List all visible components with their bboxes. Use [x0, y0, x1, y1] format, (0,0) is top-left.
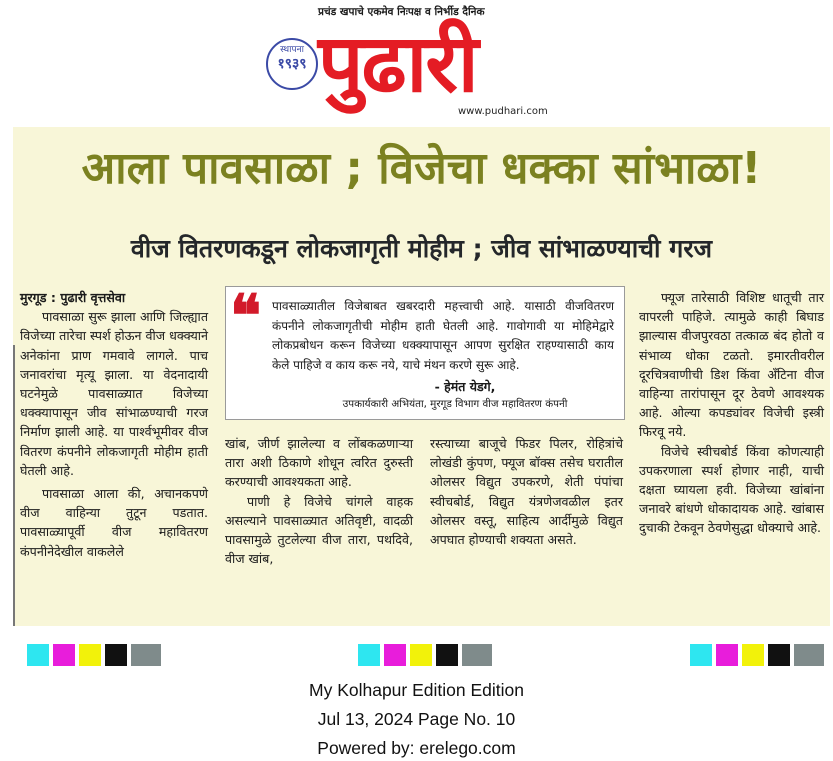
establishment-seal [266, 38, 318, 90]
article-paragraph: पावसाळा सुरू झाला आणि जिल्ह्यात विजेच्या तारेचा स्पर्श होऊन वीज धक्क्याने अनेकांना प्राण गमवावे लागले. पाच जनावरांचा मृत्यू झाला. या वेदनादायी घटनेमुळे पावसाळ्यात विजेच्या धक्क्यापासून जीव सांभाळण्याची गरज निर्माण झाली आहे. या पार्श्वभूमीवर वीज वितरण कंपनीने लोकजागृती मोहीम हाती घेतली आहे. [20, 309, 208, 478]
article-paragraph: फ्यूज तारेसाठी विशिष्ट धातूची तार वापरली पाहिजे. त्यामुळे काही बिघाड झाल्यास वीजपुरवठा तत्काळ बंद होतो व संभाव्य धोका टळतो. इमारतीवरील दूरचित्रवाणीची डिश किंवा अँटिना वीज वाहिन्या तारांपासून दूर ठेवणे आवश्यक आहे. ओल्या कपड्यांवर विजेची इस्त्री फिरवू नये. [639, 290, 824, 440]
website-link[interactable]: www.pudhari.com [458, 106, 548, 117]
article-paragraph: खांब, जीर्ण झालेल्या व लोंबकळणाऱ्या तारा अशी ठिकाणे शोधून त्वरित दुरुस्ती करण्याची आवश्यकता आहे. [225, 436, 413, 490]
quote-text: पावसाळ्यातील विजेबाबत खबरदारी महत्त्वाची आहे. यासाठी वीजवितरण कंपनीने लोकजागृतीची मोहीम हाती घेतली आहे. गावोगावी या मोहिमेद्वारे लोकप्रबोधन करून विजेच्या धक्क्यापासून आपण सुरक्षित राहण्यासाठी काय केले पाहिजे व काय करू नये, याचे मंथन करणे सुरू आहे. [272, 299, 614, 372]
registration-swatch [27, 644, 49, 666]
registration-swatch [768, 644, 790, 666]
article-paragraph: रस्त्याच्या बाजूचे फिडर पिलर, रोहित्रांचे लोखंडी कुंपण, फ्यूज बॉक्स तसेच घरातील ओलसर विद्युत उपकरणे, शेती पंपांचा स्वीचबोर्ड, विद्युत यंत्रणेजवळील इतर ओलसर वस्तू, साहित्य आर्दीमुळे विद्युत अपघात होण्याची शक्यता असते. [430, 436, 623, 548]
registration-swatch [53, 644, 75, 666]
seal-label: स्थापना [280, 45, 304, 55]
registration-swatch [384, 644, 406, 666]
quote-mark-icon: ❝ [230, 282, 262, 350]
pull-quote-box [225, 282, 625, 420]
article-subheadline: वीज वितरणकडून लोकजागृती मोहीम ; जीव सांभाळण्याची गरज [130, 234, 713, 263]
newspaper-logo: पुढारी [318, 17, 477, 110]
article-headline: आला पावसाळा ; विजेचा धक्का सांभाळा! [81, 143, 762, 194]
article-paragraph: विजेचे स्वीचबोर्ड किंवा कोणत्याही उपकरणाला स्पर्श होणार नाही, याची दक्षता घ्यायला हवी. विजेच्या खांबांना जनावरे बांधणे धोकादायक आहे. खांबास दुचाकी टेकवून ठेवणेसुद्धा धोक्याचे आहे. [639, 443, 824, 536]
byline: मुरगूड : पुढारी वृत्तसेवा [20, 290, 126, 305]
registration-swatch [410, 644, 432, 666]
quote-author: - हेमंत येडगे, [434, 379, 496, 394]
article-column-3 [430, 434, 623, 549]
article-column-1 [20, 288, 208, 561]
article-paragraph: पावसाळा आला की, अचानकपणे वीज वाहिन्या तुटून पडतात. पावसाळ्यापूर्वी वीज महावितरण कंपनीनेदेखील वाकलेले [20, 486, 208, 559]
article-column-2 [225, 434, 413, 568]
quote-author-title: उपकार्यकारी अभियंता, मुरगूड विभाग वीज महावितरण कंपनी [342, 398, 568, 410]
registration-swatch [105, 644, 127, 666]
registration-swatch [436, 644, 458, 666]
article-paragraph: पाणी हे विजेचे चांगले वाहक असल्याने पावसाळ्यात अतिवृष्टी, वादळी पावसामुळे तुटलेल्या वीज तारा, पथदिवे, वीज खांब, [225, 493, 413, 567]
powered-by: Powered by: erelego.com [317, 738, 516, 758]
registration-swatch [358, 644, 380, 666]
article-column-4 [639, 288, 824, 538]
registration-swatch [690, 644, 712, 666]
masthead [0, 0, 833, 125]
registration-swatch [79, 644, 101, 666]
registration-swatch [462, 644, 492, 666]
seal-year: १९३९ [277, 56, 307, 72]
registration-swatch [131, 644, 161, 666]
article-clipping [13, 127, 830, 626]
registration-swatch [794, 644, 824, 666]
masthead-tagline: प्रचंड खपाचे एकमेव निःपक्ष व निर्भीड दैनिक [318, 6, 485, 18]
edition-date: Jul 13, 2024 Page No. 10 [317, 709, 516, 729]
edition-label: My Kolhapur Edition Edition [309, 680, 524, 700]
registration-swatch [716, 644, 738, 666]
registration-swatch [742, 644, 764, 666]
